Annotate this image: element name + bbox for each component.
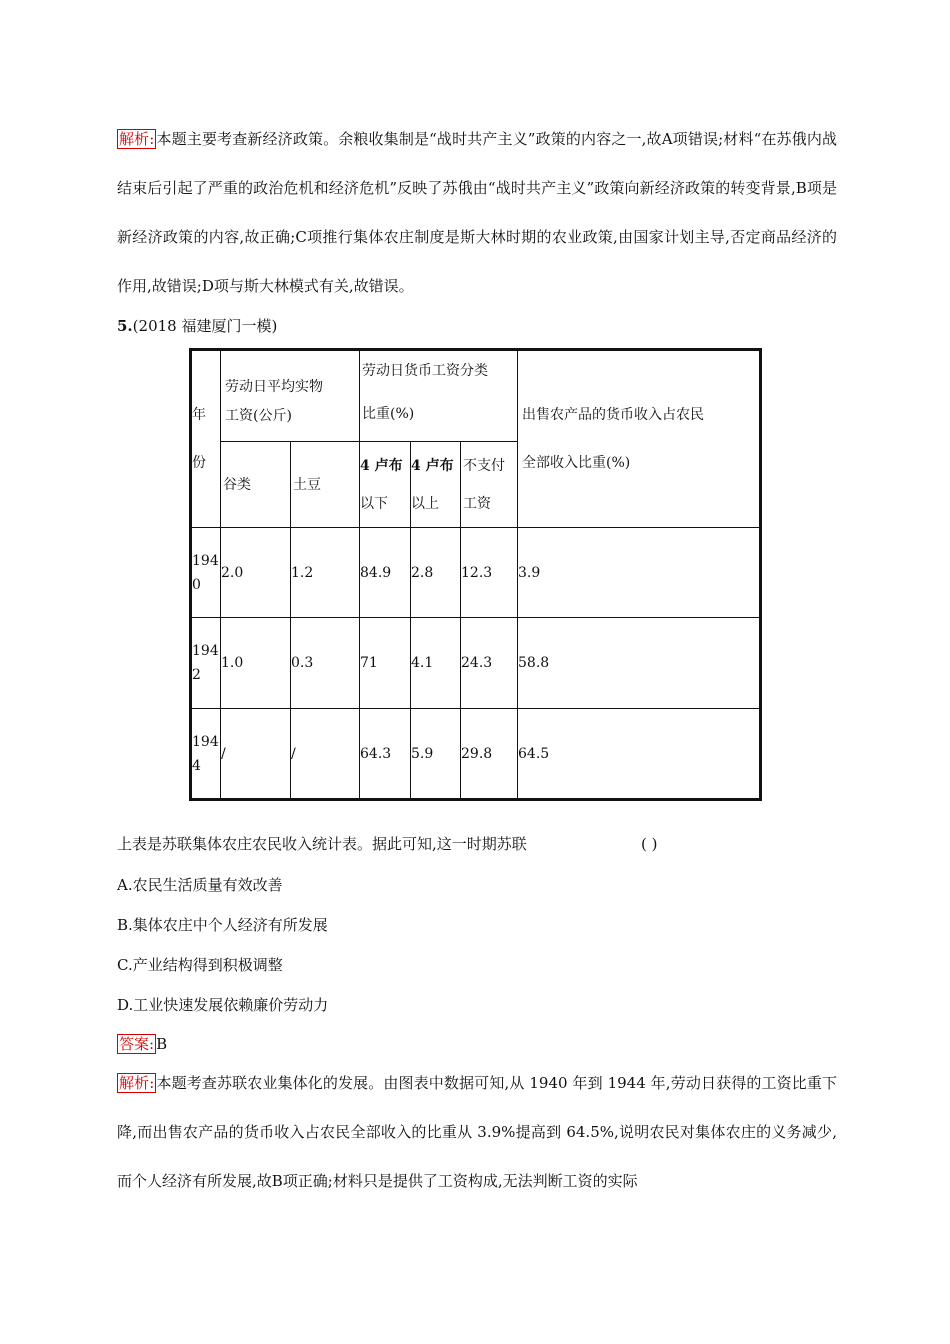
- cell-grain: /: [221, 709, 291, 800]
- cell-above4: 5.9: [411, 709, 461, 800]
- header-year-line1: 年: [192, 407, 206, 423]
- analysis-text: 本题考查苏联农业集体化的发展。由图表中数据可知,从 1940 年到 1944 年,劳动日获得的工资比重下降,而出售农产品的货币收入占农民全部收入的比重从 3.9%提高到 64.5%,说明农民对集体农庄的义务减少,而个人经济有所发展,故B项正确;材料只是提供了工资构成,无法判断工资的实际: [117, 1074, 837, 1190]
- cell-unpaid: 12.3: [461, 528, 518, 618]
- income-statistics-table: [189, 348, 762, 801]
- header-real-wage-line1: 劳动日平均实物: [225, 379, 323, 395]
- answer-line: [117, 1033, 167, 1054]
- cell-below4: 64.3: [360, 709, 411, 800]
- cell-unpaid: 29.8: [461, 709, 518, 800]
- header-above-4-rubles: [411, 442, 461, 528]
- year-part-a: 194: [192, 733, 219, 750]
- header-grain: 谷类: [221, 442, 291, 528]
- cell-potato: 1.2: [291, 528, 360, 618]
- cell-potato: 0.3: [291, 618, 360, 709]
- header-below4-line1: 4 卢布: [360, 457, 403, 474]
- header-unpaid-line1: 不支付: [463, 457, 505, 474]
- cell-potato: /: [291, 709, 360, 800]
- cell-above4: 4.1: [411, 618, 461, 709]
- question-number: 5.: [117, 317, 133, 335]
- header-sale-line2: 全部收入比重(%): [522, 455, 631, 471]
- year-part-b: 4: [192, 757, 201, 774]
- answer-blank: ( ): [641, 835, 658, 853]
- cell-grain: 2.0: [221, 528, 291, 618]
- header-real-wage-line2: 工资(公斤): [225, 408, 292, 424]
- answer-tag: 答案:: [119, 1035, 155, 1053]
- table-row: [191, 618, 761, 709]
- option-a: A.农民生活质量有效改善: [117, 876, 283, 894]
- header-below-4-rubles: [360, 442, 411, 528]
- analysis-tag: 解析:: [119, 1074, 155, 1092]
- cell-unpaid: 24.3: [461, 618, 518, 709]
- cell-year: [191, 528, 221, 618]
- analysis-text: 本题主要考查新经济政策。余粮收集制是“战时共产主义”政策的内容之一,故A项错误;材料“在苏俄内战结束后引起了严重的政治危机和经济危机”反映了苏俄由“战时共产主义”政策向新经济政策的转变背景,B项是新经济政策的内容,故正确;C项推行集体农庄制度是斯大林时期的农业政策,由国家计划主导,否定商品经济的作用,故错误;D项与斯大林模式有关,故错误。: [117, 130, 837, 295]
- question-stem-text: 上表是苏联集体农庄农民收入统计表。据此可知,这一时期苏联: [117, 835, 527, 853]
- cell-sale: 58.8: [518, 618, 761, 709]
- year-part-a: 194: [192, 643, 219, 659]
- header-unpaid-line2: 工资: [463, 495, 491, 512]
- header-below4-line2: 以下: [360, 495, 388, 512]
- question-stem: [117, 834, 527, 854]
- cell-year: [191, 618, 221, 709]
- question-source: (2018 福建厦门一模): [132, 317, 278, 335]
- year-part-a: 194: [192, 552, 219, 569]
- option-d: D.工业快速发展依赖廉价劳动力: [117, 996, 329, 1014]
- analysis-paragraph-1: [117, 115, 837, 311]
- cell-year: [191, 709, 221, 800]
- option-b: B.集体农庄中个人经济有所发展: [117, 916, 328, 934]
- header-potato: 土豆: [291, 442, 360, 528]
- header-unpaid: [461, 442, 518, 528]
- year-part-b: 0: [192, 576, 201, 593]
- question-header: [117, 316, 277, 336]
- cell-sale: 3.9: [518, 528, 761, 618]
- analysis-tag: 解析:: [119, 130, 155, 148]
- cell-below4: 84.9: [360, 528, 411, 618]
- cell-above4: 2.8: [411, 528, 461, 618]
- cell-grain: 1.0: [221, 618, 291, 709]
- header-money-wage: [360, 350, 518, 442]
- header-year: [191, 350, 221, 528]
- header-money-wage-line1: 劳动日货币工资分类: [362, 363, 488, 379]
- header-money-wage-line2: 比重(%): [362, 406, 415, 422]
- header-year-line2: 份: [192, 455, 206, 471]
- table-row: [191, 528, 761, 618]
- header-real-wage: [221, 350, 360, 442]
- analysis-paragraph-2: [117, 1059, 837, 1206]
- year-part-b: 2: [192, 667, 201, 683]
- cell-sale: 64.5: [518, 709, 761, 800]
- cell-below4: 71: [360, 618, 411, 709]
- header-above4-line2: 以上: [411, 495, 439, 512]
- header-sale-line1: 出售农产品的货币收入占农民: [522, 407, 704, 423]
- header-sale-income: [518, 350, 761, 528]
- option-c: C.产业结构得到积极调整: [117, 956, 283, 974]
- header-above4-line1: 4 卢布: [411, 457, 454, 474]
- answer-value: B: [156, 1035, 168, 1053]
- table-row: [191, 709, 761, 800]
